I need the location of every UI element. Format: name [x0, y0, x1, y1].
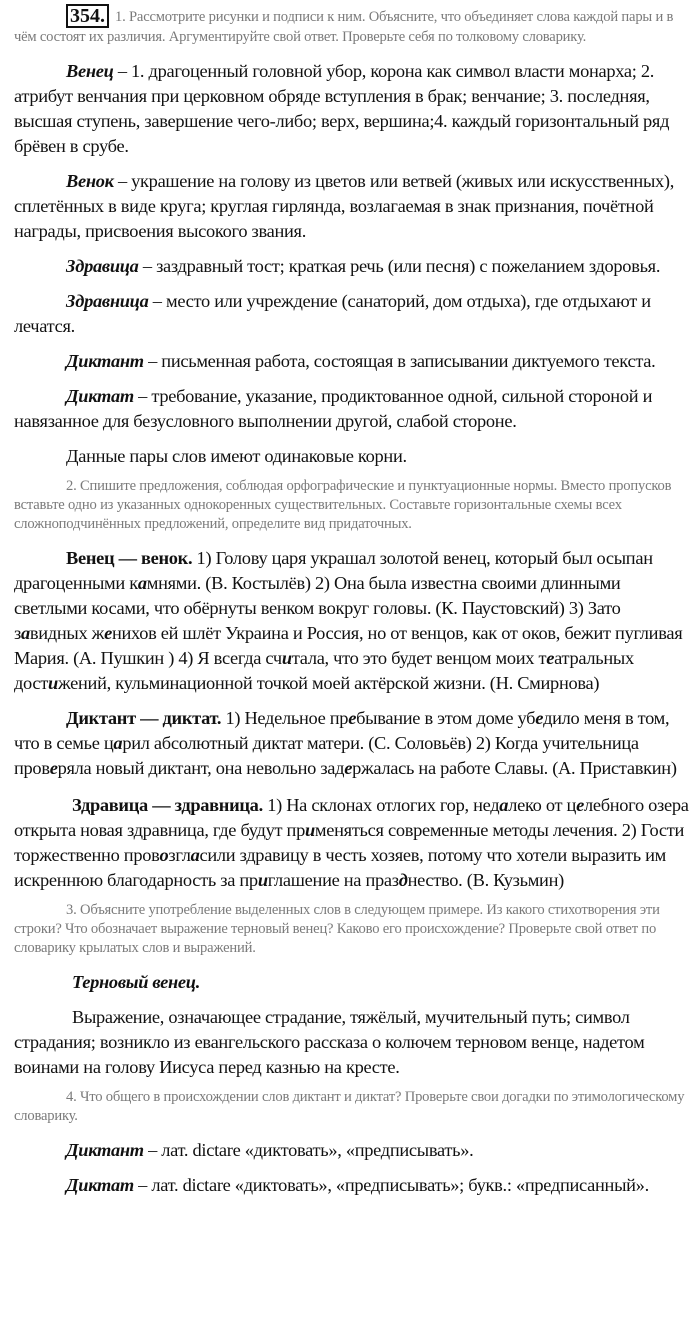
pair-zdravitsa-zdravnitsa [14, 793, 692, 893]
pair-heading: Венец — венок. [66, 548, 193, 568]
sentence-text: 1) На склонах отлогих гор, нед [262, 795, 500, 815]
etymology-diktant [14, 1138, 692, 1163]
highlighted-letter: а [190, 845, 200, 865]
highlighted-letter: е [576, 795, 584, 815]
sentence-text: жений, кульминационной точкой моей актёрской жизни. (Н. Смирнова) [57, 673, 600, 693]
definition-text: – требование, указание, продиктованное одной, сильной стороной и навязанное для безусловного выполнении другой, слабой стороне. [14, 386, 653, 431]
definition-text: – место или учреждение (санаторий, дом отдыха), где отдыхают и лечатся. [14, 291, 651, 336]
sentence-text: нихов ей шлёт Украина и Россия, но от венцов, как от оков, бежит пугливая Мария. (А. Пушкин ) 4) Я всегда сч [14, 623, 683, 668]
sentence-text: згл [168, 845, 191, 865]
sentence-text: атральных дост [14, 648, 634, 693]
highlighted-letter: о [159, 845, 169, 865]
definition-term: Венец [66, 61, 114, 81]
expression-title [14, 970, 692, 995]
highlighted-letter: е [348, 708, 357, 728]
task-2: 2. Спишите предложения, соблюдая орфографические и пунктуационные нормы. Вместо пропусков вставьте одно из указанных однокоренных существительных. Составьте горизонтальные схемы всех сложноподчинённых предложений, определите вид придаточных. [14, 478, 672, 532]
highlighted-letter: а [499, 795, 509, 815]
highlighted-letter: и [48, 673, 58, 693]
definition-zdravnitsa [14, 289, 692, 339]
definition-term: Здравица [66, 256, 139, 276]
definition-text: – письменная работа, состоящая в записывании диктуемого текста. [143, 351, 656, 371]
definition-text: – 1. драгоценный головной убор, корона как символ власти монарха; 2. атрибут венчания при церковном обряде вступления в брак; венчание; 3. последняя, высшая ступень, завершение чего-либо; верх, вершина;4. каждый горизонтальный ряд брёвен в срубе. [14, 61, 670, 156]
exercise-number: 354. [66, 4, 109, 28]
pair-heading: Здравица — здравница. [72, 795, 263, 815]
highlighted-letter: е [104, 623, 112, 643]
pair-diktant-diktat [14, 706, 692, 781]
task-1 [14, 4, 692, 47]
sentence-text: ржалась на работе Славы. (А. Приставкин) [352, 758, 677, 778]
sentence-text: 1) Недельное пр [221, 708, 349, 728]
task-1-text: 1. Рассмотрите рисунки и подписи к ним. Объясните, что объединяет слова каждой пары и в чём состоят их различия. Аргументируйте свой ответ. Проверьте себя по толковому словарику. [14, 9, 674, 45]
definition-term: Диктат [66, 386, 134, 406]
pair-heading: Диктант — диктат. [66, 708, 222, 728]
highlighted-letter: и [304, 820, 315, 840]
task-4: 4. Что общего в происхождении слов диктант и диктат? Проверьте свои догадки по этимологическому словарику. [14, 1089, 685, 1124]
definition-text: – украшение на голову из цветов или ветвей (живых или искусственных), сплетённых в виде круга; круглая гирлянда, возлагаемая в знак признания, почётной награды, присвоения высокого звания. [14, 171, 675, 241]
expression-title-text: Терновый венец. [72, 972, 200, 992]
sentence-text: нество. (В. Кузьмин) [407, 870, 564, 890]
highlighted-letter: и [281, 648, 292, 668]
sentence-text: мнями. (В. Костылёв) 2) Она была известна своими длинными светлыми косами, что обёрнуты венком вокруг головы. (К. Паустовский) 3) Зато з [14, 573, 621, 643]
highlighted-letter: а [20, 623, 30, 643]
definition-zdravitsa [14, 254, 692, 279]
expression-text: Выражение, означающее страдание, тяжёлый, мучительный путь; символ страдания; возникло из евангельского рассказа о колючем терновом венце, надетом воинами на голову Иисуса перед казнью на кресте. [14, 1007, 645, 1077]
definition-term: Здравница [66, 291, 149, 311]
highlighted-letter: е [49, 758, 58, 778]
definition-term: Диктант [66, 351, 144, 371]
etymology-term: Диктант [66, 1140, 144, 1160]
highlighted-letter: е [344, 758, 353, 778]
highlighted-letter: д [398, 870, 408, 890]
highlighted-letter: и [257, 870, 268, 890]
sentence-text: лебного озера открыта новая здравница, где будут пр [14, 795, 689, 840]
highlighted-letter: а [137, 573, 147, 593]
definition-venok [14, 169, 692, 244]
sentence-text: тала, что это будет венцом моих т [291, 648, 547, 668]
highlighted-letter: а [113, 733, 123, 753]
sentence-text: леко от ц [508, 795, 577, 815]
etymology-diktat [14, 1173, 692, 1198]
sentence-text: видных ж [29, 623, 105, 643]
sentence-text: меняться современные методы лечения. 2) Гости торжественно пров [14, 820, 684, 865]
highlighted-letter: е [535, 708, 544, 728]
definition-venets [14, 59, 692, 159]
sentence-text: глашение на праз [267, 870, 399, 890]
pair-venets-venok [14, 546, 692, 696]
definition-text: – заздравный тост; краткая речь (или песня) с пожеланием здоровья. [138, 256, 661, 276]
etymology-text: – лат. dictare «диктовать», «предписывать»; букв.: «предписанный». [133, 1175, 649, 1195]
definition-diktant [14, 349, 692, 374]
etymology-term: Диктат [66, 1175, 134, 1195]
highlighted-letter: е [546, 648, 555, 668]
definition-diktat [14, 384, 692, 434]
sentence-text: ряла новый диктант, она невольно зад [57, 758, 345, 778]
pair-sentences [14, 548, 682, 693]
task-3: 3. Объясните употребление выделенных слов в следующем примере. Из какого стихотворения эти строки? Что обозначает выражение терновый венец? Каково его происхождение? Проверьте свой ответ по словарику крылатых слов и выражений. [14, 902, 660, 956]
conclusion: Данные пары слов имеют одинаковые корни. [66, 446, 407, 466]
sentence-text: дило меня в том, что в семье ц [14, 708, 670, 753]
sentence-text: 1) Голову царя украшал золотой венец, который был осыпан драгоценными к [14, 548, 653, 593]
etymology-text: – лат. dictare «диктовать», «предписывать». [143, 1140, 474, 1160]
sentence-text: сили здравицу в честь хозяев, потому что хотели выразить им искреннюю благодарность за пр [14, 845, 666, 890]
definition-term: Венок [66, 171, 114, 191]
sentence-text: рил абсолютный диктат матери. (С. Соловьёв) 2) Когда учительница пров [14, 733, 639, 778]
sentence-text: бывание в этом доме уб [356, 708, 536, 728]
